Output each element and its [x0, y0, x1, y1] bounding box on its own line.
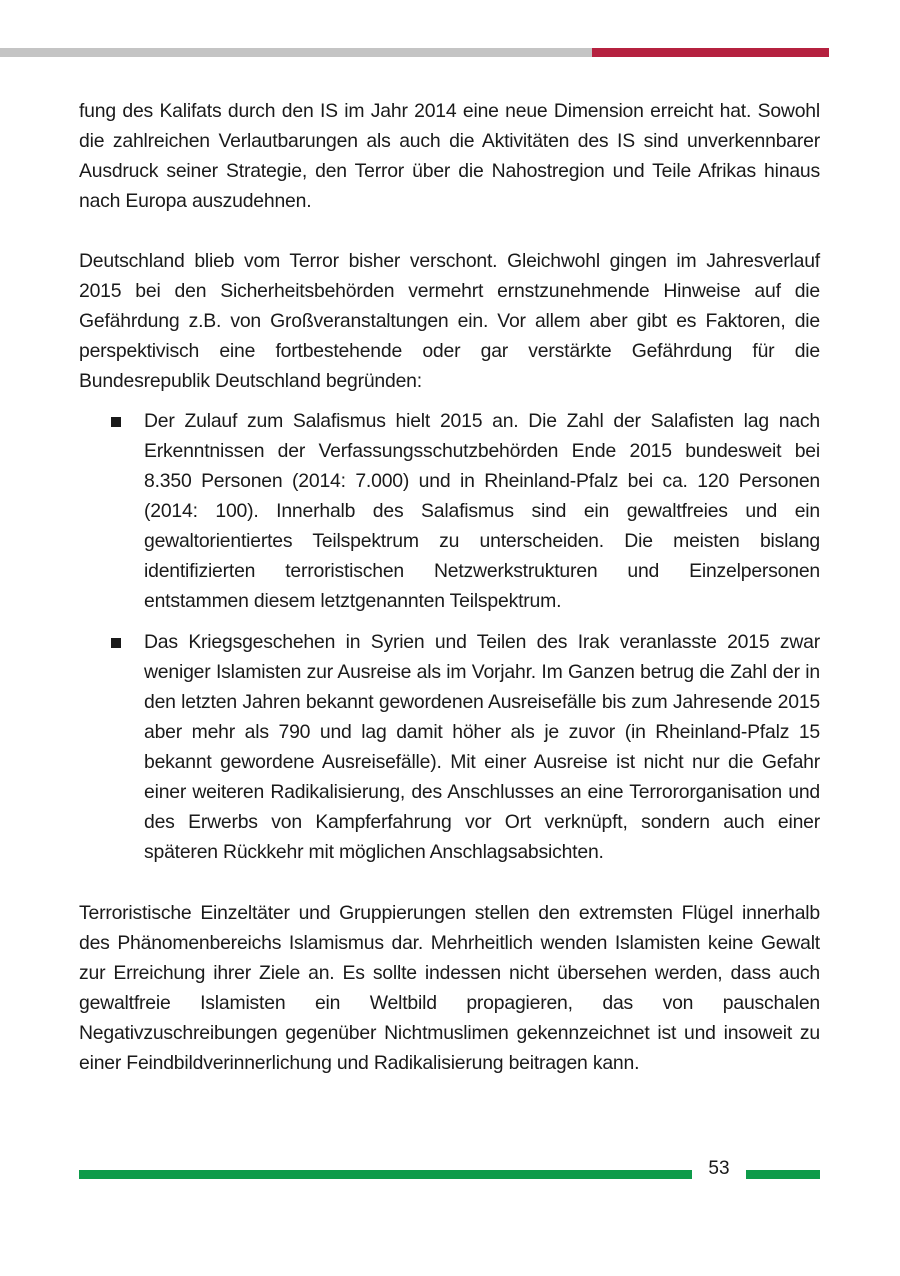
paragraph-germany-threat: Deutschland blieb vom Terror bisher verschont. Gleichwohl gingen im Jahresverlauf 2015 bei den Sicherheitsbehörden vermehrt ernstzunehmende Hinweise auf die Gefährdung z.B. von Großveranstaltungen ein. Vor allem aber gibt es Faktoren, die perspektivisch eine fortbestehende oder gar verstärkte Gefährdung für die Bundesrepublik Deutschland begründen:	[79, 250, 820, 392]
footer-line-right	[746, 1170, 820, 1179]
square-bullet-icon	[111, 638, 121, 648]
square-bullet-icon	[111, 417, 121, 427]
paragraph-islamism: Terroristische Einzeltäter und Gruppierungen stellen den extremsten Flügel innerhalb des Phänomenbereichs Islamismus dar. Mehrheitlich wenden Islamisten keine Gewalt zur Erreichung ihrer Ziele an. Es sollte indessen nicht übersehen werden, dass auch gewaltfreie Islamisten ein Weltbild propagieren, das von pauschalen Negativzuschreibungen gegenüber Nichtmuslimen gekennzeichnet ist und insoweit zu einer Feindbildverinnerlichung und Radikalisierung beitragen kann.	[79, 902, 820, 1074]
page-content	[79, 96, 820, 1078]
bullet-list	[79, 406, 820, 867]
bullet-text: Der Zulauf zum Salafismus hielt 2015 an. Die Zahl der Salafisten lag nach Erkenntnissen der Verfassungsschutzbehörden Ende 2015 bundesweit bei 8.350 Personen (2014: 7.000) und in Rheinland-Pfalz bei ca. 120 Personen (2014: 100). Innerhalb des Salafismus sind ein gewaltfreies und ein gewaltorientiertes Teilspektrum zu unterscheiden. Die meisten bislang identifizierten terroristischen Netzwerkstrukturen und Einzelpersonen entstammen diesem letztgenannten Teilspektrum.	[144, 410, 820, 612]
top-decorative-bar	[0, 48, 829, 57]
bullet-text: Das Kriegsgeschehen in Syrien und Teilen des Irak veranlasste 2015 zwar weniger Islamisten zur Ausreise als im Vorjahr. Im Ganzen betrug die Zahl der in den letzten Jahren bekannt gewordenen Ausreisefälle bis zum Jahresende 2015 aber mehr als 790 und lag damit höher als je zuvor (in Rheinland-Pfalz 15 bekannt gewordene Ausreisefälle). Mit einer Ausreise ist nicht nur die Gefahr einer weiteren Radikalisierung, des Anschlusses an eine Terrororganisation und des Erwerbs von Kampferfahrung vor Ort verknüpft, sondern auch einer späteren Rückkehr mit möglichen Anschlagsabsichten.	[144, 631, 820, 863]
page-number: 53	[708, 1158, 730, 1179]
list-item	[79, 627, 820, 867]
list-item	[79, 406, 820, 616]
paragraph-continuation: fung des Kalifats durch den IS im Jahr 2014 eine neue Dimension erreicht hat. Sowohl die zahlreichen Verlautbarungen als auch die Aktivitäten des IS sind unverkennbarer Ausdruck seiner Strategie, den Terror über die Nahostregion und Teile Afrikas hinaus nach Europa auszudehnen.	[79, 100, 820, 212]
footer-line-left	[79, 1170, 692, 1179]
page-footer	[79, 1158, 820, 1179]
top-bar-red-segment	[592, 48, 829, 57]
top-bar-grey-segment	[0, 48, 592, 57]
